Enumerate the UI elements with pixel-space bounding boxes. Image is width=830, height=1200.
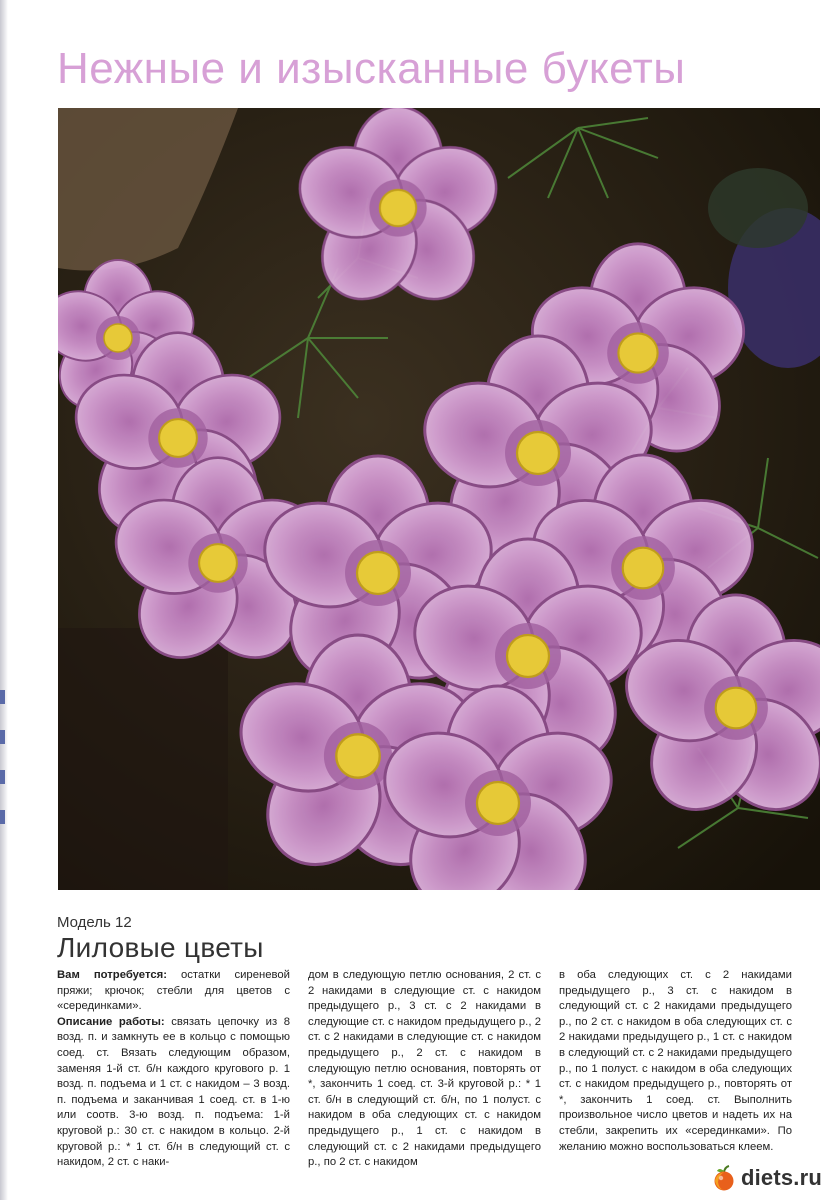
materials-text: остатки сиреневой пряжи; крючок; стебли для цветов с «серединками». bbox=[57, 969, 290, 1013]
flowers-photo bbox=[58, 108, 820, 890]
materials-label: Вам потребуется: bbox=[57, 969, 167, 981]
apple-icon bbox=[711, 1165, 737, 1191]
article-column-3 bbox=[559, 968, 792, 1168]
site-logo[interactable] bbox=[711, 1163, 822, 1193]
page-binding-edge bbox=[0, 0, 8, 1200]
page-title: Нежные и изысканные букеты bbox=[57, 44, 686, 93]
site-name: diets.ru bbox=[740, 1165, 822, 1190]
model-number: Модель 12 bbox=[57, 914, 132, 931]
article-column-1 bbox=[57, 968, 290, 1168]
article-column-2-text: дом в следующую петлю основания, 2 ст. с 2 накидами в следующие ст. с накидом предыдущего р., 3 ст. с 2 накидами в следующие ст. с накидом предыдущего р., 2 ст. с 2 накидами в следующие ст. с накидом предыдущего р., 2 ст. с накидом в следующую петлю основания, повторять от *, закончить 1 соед. ст. 3-й круговой р.: * 1 ст. б/н в следующий ст. б/н, по 1 полуст. с накидом в оба следующих ст. с накидом предыдущего р., 1 ст. с накидом в следующий ст. с 2 накидами предыдущего р., по 2 ст. с накидом bbox=[308, 969, 541, 1169]
article-title: Лиловые цветы bbox=[57, 932, 264, 963]
description-label: Описание работы: bbox=[57, 1015, 165, 1028]
article-column-2 bbox=[308, 968, 541, 1168]
description-text: связать цепочку из 8 возд. п. и замкнуть ее в кольцо с помощью соед. ст. Вязать следующим образом, заменяя 1-й ст. б/н каждого кругового р. 1 возд. п. подъема и 1 ст. с накидом – 3 возд. п. подъема и заканчивая 1 соед. ст. в 1-ю или соотв. 3-ю возд. п. подъема: 1-й круговой р.: 30 ст. с накидом в кольцо. 2-й круговой р.: * 1 ст. б/н в следующий ст. с накидом, 2 ст. с наки- bbox=[57, 1015, 291, 1169]
article-body bbox=[57, 968, 793, 1168]
article-column-3-text: в оба следующих ст. с 2 накидами предыдущего р., 3 ст. с накидом в следующий ст. с 2 накидами предыдущего р., по 2 ст. с накидом в оба следующих ст. с 2 накидами предыдущего р., 1 ст. с накидом в следующий ст. с 2 накидами предыдущего р., по 1 полуст. с накидом в оба следующих ст. с накидом предыдущего р., повторять от *, закончить 1 соед. ст. Выполнить произвольное число цветов и надеть их на стебли, закрепить их «серединками». По желанию можно воспользоваться клеем. bbox=[559, 969, 792, 1153]
